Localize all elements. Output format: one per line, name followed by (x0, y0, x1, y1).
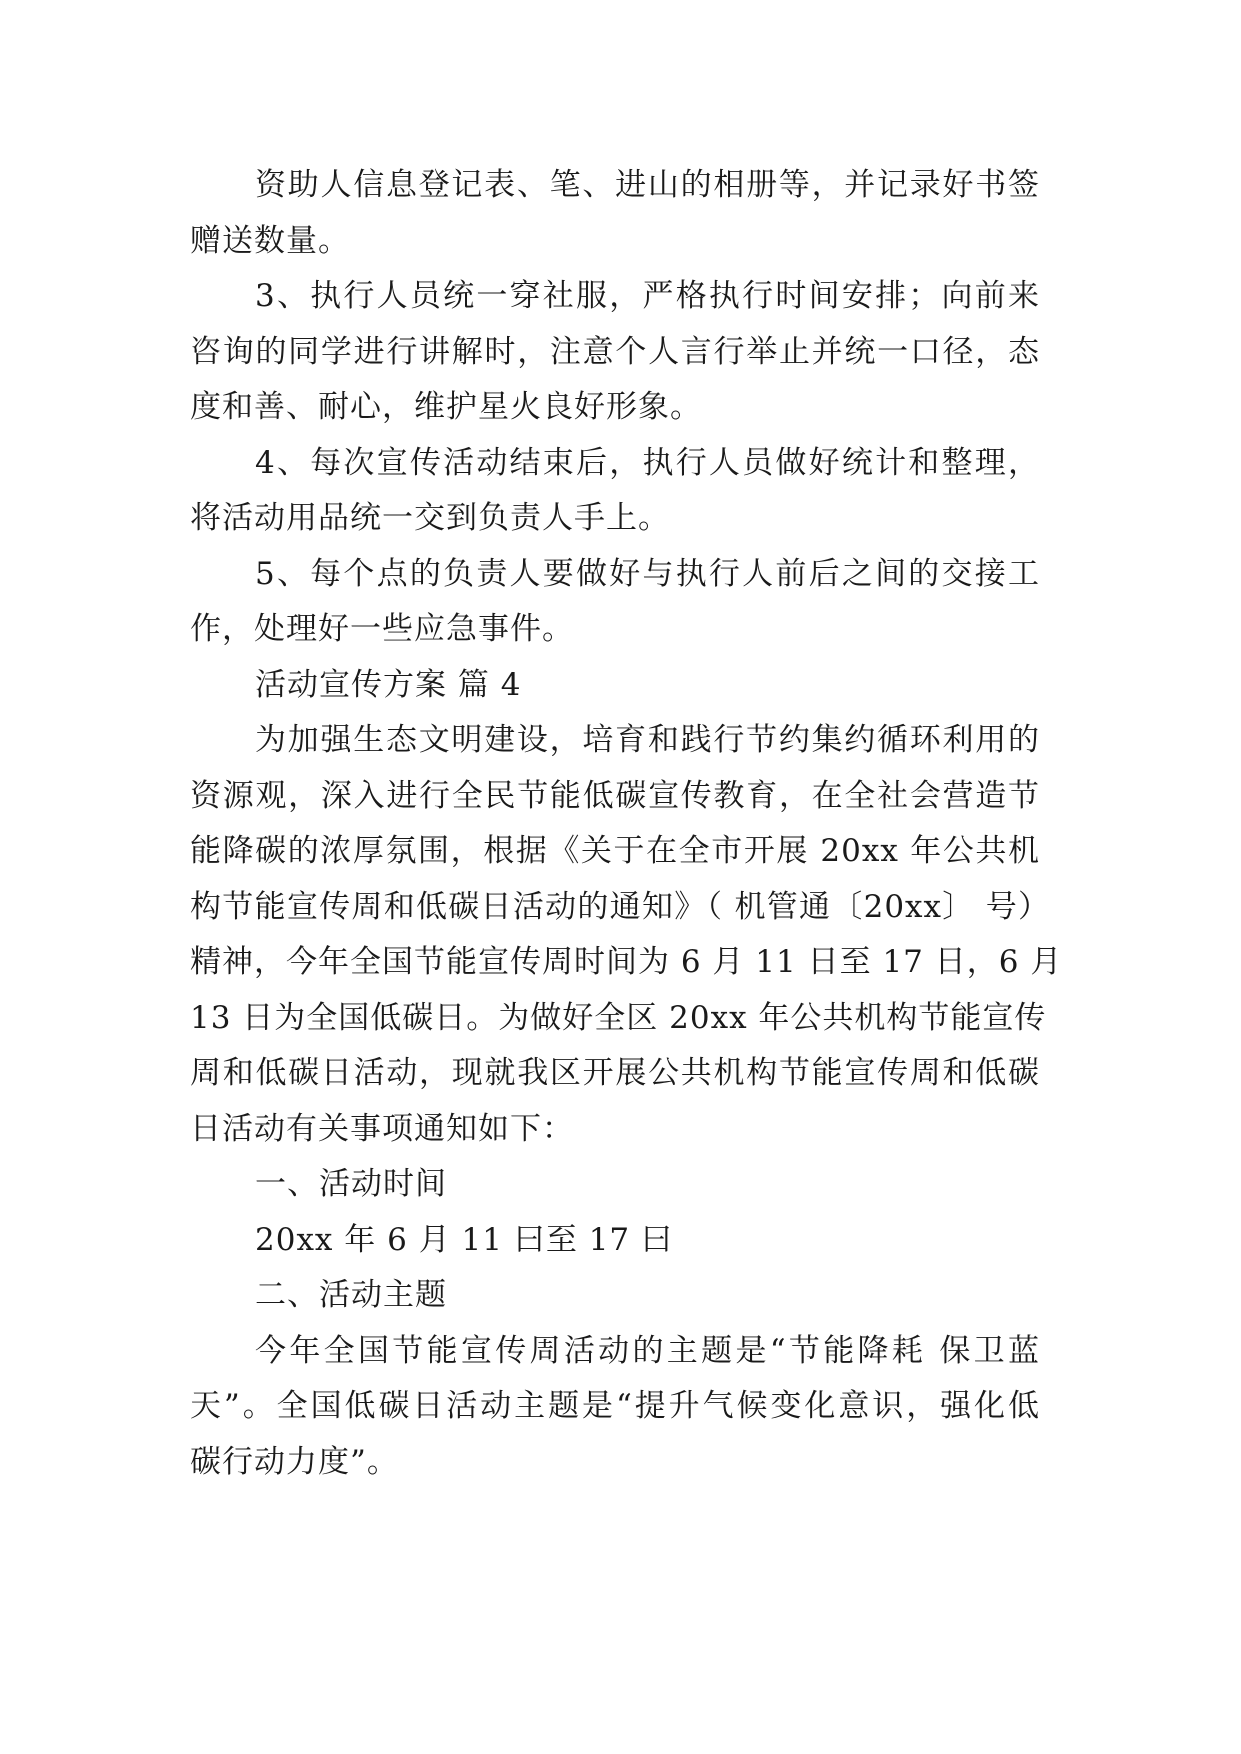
text-line: 度和善、耐心，维护星火良好形象。 (190, 389, 702, 425)
text-line: 5、每个点的负责人要做好与执行人前后之间的交接工 (255, 556, 1040, 592)
section-heading: 活动宣传方案 篇 4 (255, 667, 522, 703)
text-line: 周和低碳日活动，现就我区开展公共机构节能宣传周和低碳 (190, 1055, 1040, 1091)
text-line: 为加强生态文明建设，培育和践行节约集约循环利用的 (255, 722, 1040, 758)
text-line: 今年全国节能宣传周活动的主题是“节能降耗 保卫蓝 (255, 1333, 1040, 1369)
text-line: 精神，今年全国节能宣传周时间为 6 月 11 日至 17 日，6 月 (190, 944, 1063, 980)
text-line: 构节能宣传周和低碳日活动的通知》（ 机管通〔20xx〕 号） (190, 889, 1050, 925)
text-line: 日活动有关事项通知如下： (190, 1111, 574, 1147)
text-line: 4、每次宣传活动结束后，执行人员做好统计和整理， (255, 445, 1040, 481)
text-line: 13 日为全国低碳日。为做好全区 20xx 年公共机构节能宣传 (190, 1000, 1047, 1036)
section-heading: 二、活动主题 (255, 1277, 447, 1313)
text-line: 资助人信息登记表、笔、进山的相册等，并记录好书签 (255, 167, 1040, 203)
text-line: 碳行动力度”。 (190, 1444, 399, 1480)
section-heading: 一、活动时间 (255, 1166, 447, 1202)
text-line: 能降碳的浓厚氛围，根据《关于在全市开展 20xx 年公共机 (190, 833, 1040, 869)
text-line: 资源观，深入进行全民节能低碳宣传教育，在全社会营造节 (190, 778, 1040, 814)
text-line: 作，处理好一些应急事件。 (190, 611, 574, 647)
text-line: 咨询的同学进行讲解时，注意个人言行举止并统一口径，态 (190, 334, 1040, 370)
text-line: 20xx 年 6 月 11 曰至 17 曰 (255, 1222, 674, 1258)
text-line: 天”。全国低碳日活动主题是“提升气候变化意识，强化低 (190, 1388, 1040, 1424)
text-line: 将活动用品统一交到负责人手上。 (190, 500, 670, 536)
text-line: 3、执行人员统一穿社服，严格执行时间安排；向前来 (255, 278, 1040, 314)
text-line: 赠送数量。 (190, 223, 350, 259)
